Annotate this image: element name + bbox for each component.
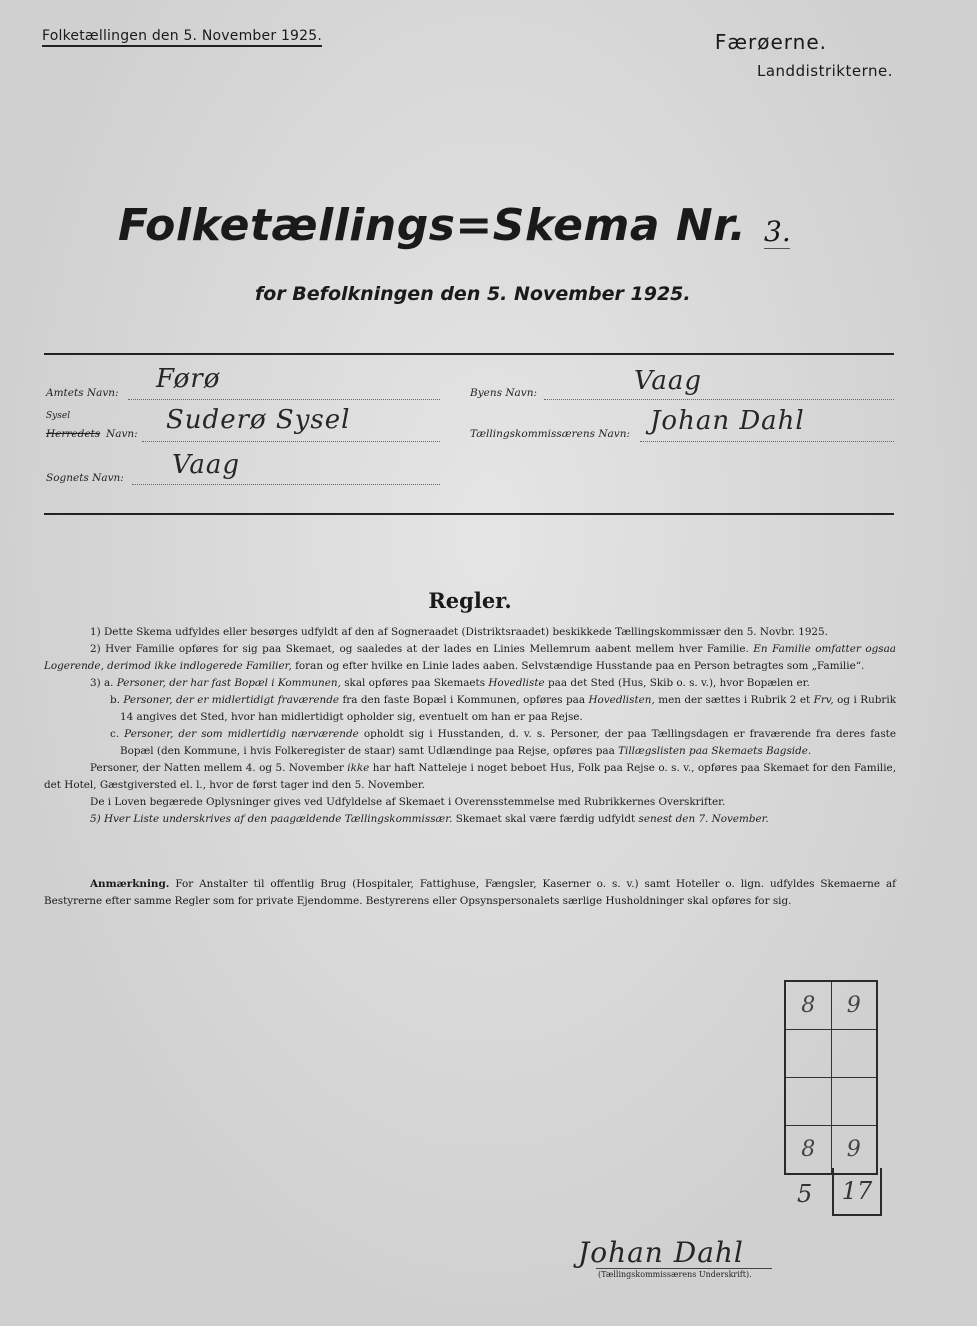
rule-3a: 3) a. Personer, der har fast Bopæl i Kommunen, skal opføres paa Skemaets Hovedliste paa det Sted (Hus, Skib o. s. v.), hvor Bopælen er. <box>90 677 810 689</box>
rule-1: 1) Dette Skema udfyldes eller besørges udfyldt af den af Sogneraadet (Distriktsraadet) beskikkede Tællingskommissær den 5. Novbr. 1925. <box>90 626 828 638</box>
sogn-line <box>132 483 440 485</box>
form-title: Folketællings=Skema Nr. <box>118 200 747 251</box>
kommissaer-label: Tællingskommissærens Navn: <box>470 428 631 440</box>
tally-cell <box>831 1030 877 1078</box>
amt-line <box>128 398 440 400</box>
bottom-divider <box>44 513 894 515</box>
tally-total-box <box>832 1168 882 1216</box>
rule-2: 2) Hver Familie opføres for sig paa Skemaet, og saaledes at der lades en Linies Mellemrum aabent mellem hver Familie. En Familie omfatter ogsaa Logerende, derimod ikke indlogerede Familier, foran og efter hvilke en Linie lades aaben. Selvstændige Husstande paa en Person betragtes som „Familie“. <box>44 643 896 672</box>
kommissaer-value: Johan Dahl <box>650 406 805 436</box>
amt-label: Amtets Navn: <box>46 387 119 399</box>
tally-total-2: 17 <box>841 1177 873 1205</box>
by-line <box>544 398 894 400</box>
rule-6: 5) Hver Liste underskrives af den paagældende Tællingskommissær. Skemaet skal være færdig udfyldt senest den 7. November. <box>90 813 769 825</box>
rule-5: De i Loven begærede Oplysninger gives ved Udfyldelse af Skemaet i Overensstemmelse med Rubrikkernes Overskrifter. <box>90 796 726 808</box>
by-value: Vaag <box>634 366 703 396</box>
tally-cell: 9 <box>831 981 877 1030</box>
herred-suffix: Navn: <box>106 428 138 440</box>
district-type-label: Landdistrikterne. <box>757 62 893 80</box>
rule-3b: b. Personer, der er midlertidigt fraværende fra den faste Bopæl i Kommunen, opføres paa Hovedlisten, men der sættes i Rubrik 2 et Frv, og i Rubrik 14 angives det Sted, hvor han midlertidigt opholder sig, eventuelt om han er paa Rejse. <box>110 694 897 723</box>
tally-total-1: 5 <box>797 1180 813 1208</box>
herred-line <box>142 440 440 442</box>
rules-heading: Regler. <box>428 588 512 613</box>
sogn-value: Vaag <box>172 450 241 480</box>
tally-cell: 8 <box>785 981 831 1030</box>
signature-line <box>596 1268 772 1269</box>
note-label: Anmærkning. <box>90 878 170 890</box>
tally-cell: 9 <box>831 1126 877 1175</box>
herred-label: Herredets <box>46 428 101 440</box>
signature: Johan Dahl <box>578 1236 744 1269</box>
signature-caption: (Tællingskommissærens Underskrift). <box>598 1270 752 1279</box>
by-label: Byens Navn: <box>470 387 538 399</box>
annotation-note <box>44 876 896 910</box>
herred-value: Suderø Sysel <box>166 405 351 435</box>
top-divider <box>44 353 894 355</box>
tally-cell <box>785 1078 831 1126</box>
form-subtitle: for Befolkningen den 5. November 1925. <box>255 283 691 305</box>
form-number: 3. <box>764 215 791 248</box>
census-date-label: Folketællingen den 5. November 1925. <box>42 28 322 47</box>
tally-cell <box>831 1078 877 1126</box>
note-text: For Anstalter til offentlig Brug (Hospitaler, Fattighuse, Fængsler, Kaserner o. s. v.) samt Hoteller o. lign. udfyldes Skemaerne af Bestyrerne efter samme Regler som for private Ejendomme. Bestyrerens eller Opsynspersonalets særlige Husholdninger skal opføres for sig. <box>44 878 897 907</box>
rules-text <box>44 624 896 828</box>
tally-cell: 8 <box>785 1126 831 1175</box>
rule-3c: c. Personer, der som midlertidig nærværende opholdt sig i Husstanden, d. v. s. Personer, der paa Tællingsdagen er fraværende fra deres faste Bopæl (den Kommune, i hvis Folkeregister de staar) samt Udlændinge paa Rejse, opføres paa Tillægslisten paa Skemaets Bagside. <box>110 728 896 757</box>
sysel-correction: Sysel <box>46 411 71 421</box>
kommissaer-line <box>640 440 894 442</box>
amt-value: Førø <box>156 364 221 394</box>
tally-cell <box>785 1030 831 1078</box>
tally-grid <box>784 980 878 1175</box>
region-label: Færøerne. <box>714 30 827 54</box>
rule-4: Personer, der Natten mellem 4. og 5. November ikke har haft Natteleje i noget beboet Hus, Folk paa Rejse o. s. v., opføres paa Skemaet for den Familie, det Hotel, Gæstgiversted el. l., hvor de først tager ind den 5. November. <box>44 762 897 791</box>
sogn-label: Sognets Navn: <box>46 472 124 484</box>
